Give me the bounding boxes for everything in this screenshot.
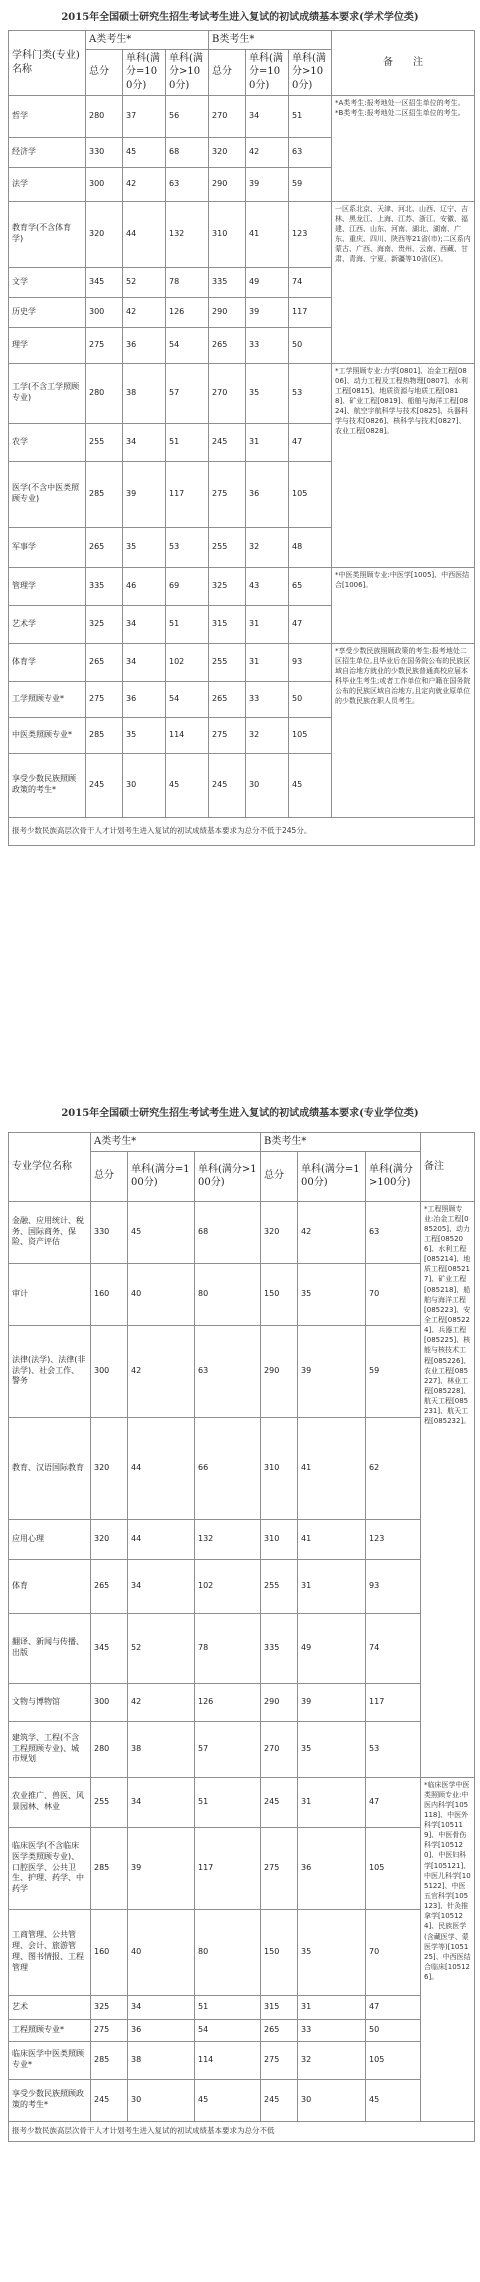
col-header-a-single-100: 单科(满分=100分) [128, 1151, 195, 1201]
col-header-a-total: 总分 [86, 49, 123, 95]
a-single-100: 30 [128, 2079, 195, 2121]
col-header-b-single-gt100: 单科(满分>100分) [366, 1151, 421, 1201]
professional-section [0, 1082, 480, 2282]
a-total: 285 [86, 717, 123, 753]
b-single-gt100: 59 [366, 1325, 421, 1417]
b-single-100: 35 [298, 1909, 366, 1995]
a-total: 280 [86, 363, 123, 423]
a-single-gt100: 68 [195, 1201, 261, 1263]
table-row [9, 1777, 475, 1827]
row-name: 审计 [9, 1263, 91, 1325]
a-total: 265 [86, 643, 123, 681]
academic-footnote: 报考少数民族高层次骨干人才计划考生进入复试的初试成绩基本要求为总分不低于245分。 [9, 817, 475, 845]
b-single-gt100: 59 [289, 167, 332, 201]
row-name: 教育、汉语国际教育 [9, 1417, 91, 1519]
b-single-gt100: 50 [289, 327, 332, 363]
a-single-100: 34 [128, 1559, 195, 1613]
col-header-remarks: 备注 [421, 1133, 475, 1202]
a-total: 275 [86, 327, 123, 363]
remark-region-list: 一区系北京、天津、河北、山西、辽宁、吉林、黑龙江、上海、江苏、浙江、安徽、福建、江西、山东、河南、湖北、湖南、广东、重庆、四川、陕西等21省(市);二区系内蒙古、广西、海南、贵州、云南、西藏、甘肃、青海、宁夏、新疆等10省(区)。 [332, 201, 475, 363]
row-name: 工商管理、公共管理、会计、旅游管理、图书情报、工程管理 [9, 1909, 91, 1995]
a-single-100: 52 [128, 1613, 195, 1683]
table-row [9, 643, 475, 681]
b-single-gt100: 53 [366, 1721, 421, 1777]
b-single-gt100: 47 [366, 1777, 421, 1827]
b-single-gt100: 105 [289, 717, 332, 753]
b-total: 325 [209, 567, 246, 605]
a-total: 285 [91, 1827, 128, 1909]
b-single-gt100: 62 [366, 1417, 421, 1519]
a-single-gt100: 51 [166, 605, 209, 643]
a-single-100: 38 [128, 2041, 195, 2079]
a-single-100: 40 [128, 1909, 195, 1995]
b-single-gt100: 105 [289, 461, 332, 527]
b-total: 245 [209, 753, 246, 817]
b-single-gt100: 47 [289, 423, 332, 461]
a-total: 335 [86, 567, 123, 605]
b-single-100: 31 [298, 1995, 366, 2019]
a-single-100: 42 [123, 297, 166, 327]
col-header-a-single-gt100: 单科(满分>100分) [166, 49, 209, 95]
col-header-a: A类考生* [91, 1133, 261, 1152]
a-single-100: 42 [123, 167, 166, 201]
a-single-gt100: 57 [166, 363, 209, 423]
academic-section [0, 0, 480, 1080]
a-single-gt100: 126 [195, 1683, 261, 1721]
b-single-100: 31 [246, 605, 289, 643]
remark-clinical-tcm-care: *临床医学中医类照顾专业:中医内科学[105118]、中医外科学[105119]、中医骨伤科学[105120]、中医妇科学[105121]、中医儿科学[105122]、中医五官科学[105123]、针灸推拿学[105124]、民族医学(含藏医学、蒙医学等)[105125]、中西医结合临床[105126]。 [421, 1777, 475, 2121]
a-total: 300 [91, 1325, 128, 1417]
b-total: 320 [209, 137, 246, 167]
b-single-100: 31 [246, 423, 289, 461]
b-total: 255 [209, 527, 246, 567]
a-single-100: 44 [123, 201, 166, 267]
a-single-100: 34 [123, 605, 166, 643]
col-header-a-single-gt100: 单科(满分>100分) [195, 1151, 261, 1201]
b-single-gt100: 65 [289, 567, 332, 605]
a-single-100: 37 [123, 95, 166, 137]
table-row [9, 1417, 475, 1519]
row-name: 建筑学、工程(不含工程照顾专业)、城市规划 [9, 1721, 91, 1777]
row-name: 金融、应用统计、税务、国际商务、保险、资产评估 [9, 1201, 91, 1263]
col-header-b-total: 总分 [261, 1151, 298, 1201]
row-name: 体育 [9, 1559, 91, 1613]
b-single-100: 31 [246, 643, 289, 681]
b-single-gt100: 74 [289, 267, 332, 297]
remark-engineering-care: *工学照顾专业:力学[0801]、冶金工程[0806]、动力工程及工程热物理[0807]、水利工程[0815]、地质资源与地质工程[0818]、矿业工程[0819]、船舶与海洋工程[0824]、航空宇航科学与技术[0825]、兵器科学与技术[0826]、核科学与技术[0827]、农业工程[0828]。 [332, 363, 475, 567]
a-single-100: 39 [128, 1827, 195, 1909]
row-name: 法学 [9, 167, 86, 201]
b-single-gt100: 48 [289, 527, 332, 567]
professional-table [8, 1132, 475, 2142]
b-total: 265 [261, 2019, 298, 2041]
a-single-gt100: 132 [195, 1519, 261, 1559]
b-single-100: 49 [298, 1613, 366, 1683]
a-single-gt100: 114 [166, 717, 209, 753]
b-single-gt100: 117 [289, 297, 332, 327]
table-row [9, 1201, 475, 1263]
a-single-gt100: 51 [166, 423, 209, 461]
b-total: 290 [261, 1325, 298, 1417]
a-single-gt100: 63 [195, 1325, 261, 1417]
b-single-gt100: 45 [366, 2079, 421, 2121]
table-row [9, 567, 475, 605]
a-single-100: 38 [128, 1721, 195, 1777]
table-row [9, 2041, 475, 2079]
row-name: 管理学 [9, 567, 86, 605]
a-total: 160 [91, 1909, 128, 1995]
a-total: 325 [91, 1995, 128, 2019]
table-row [9, 1683, 475, 1721]
b-single-gt100: 117 [366, 1683, 421, 1721]
professional-title: 2015年全国硕士研究生招生考试考生进入复试的初试成绩基本要求(专业学位类) [61, 1108, 419, 1119]
b-single-100: 35 [298, 1721, 366, 1777]
a-total: 300 [86, 297, 123, 327]
b-single-100: 39 [246, 167, 289, 201]
b-total: 335 [261, 1613, 298, 1683]
b-single-100: 35 [298, 1263, 366, 1325]
table-row [9, 1613, 475, 1683]
b-single-100: 33 [246, 681, 289, 717]
a-single-gt100: 54 [195, 2019, 261, 2041]
academic-title: 2015年全国硕士研究生招生考试考生进入复试的初试成绩基本要求(学术学位类) [61, 12, 419, 23]
b-single-gt100: 45 [289, 753, 332, 817]
b-single-100: 41 [246, 201, 289, 267]
b-total: 150 [261, 1909, 298, 1995]
a-single-gt100: 45 [166, 753, 209, 817]
remark-tcm-care: *中医类照顾专业:中医学[1005]、中西医结合[1006]。 [332, 567, 475, 643]
a-single-100: 36 [123, 327, 166, 363]
table-row [9, 363, 475, 423]
b-total: 265 [209, 681, 246, 717]
table-row [9, 1325, 475, 1417]
b-single-100: 32 [246, 717, 289, 753]
b-single-gt100: 47 [366, 1995, 421, 2019]
b-single-100: 36 [246, 461, 289, 527]
b-single-100: 30 [246, 753, 289, 817]
row-name: 工程照顾专业* [9, 2019, 91, 2041]
a-single-100: 36 [123, 681, 166, 717]
row-name: 工学照顾专业* [9, 681, 86, 717]
a-single-100: 36 [128, 2019, 195, 2041]
row-name: 应用心理 [9, 1519, 91, 1559]
row-name: 工学(不含工学照顾专业) [9, 363, 86, 423]
b-total: 275 [209, 717, 246, 753]
a-single-100: 42 [128, 1325, 195, 1417]
a-single-100: 44 [128, 1519, 195, 1559]
b-total: 245 [261, 1777, 298, 1827]
a-total: 285 [91, 2041, 128, 2079]
b-total: 245 [261, 2079, 298, 2121]
b-single-gt100: 47 [289, 605, 332, 643]
col-header-b-single-100: 单科(满分=100分) [298, 1151, 366, 1201]
b-single-gt100: 50 [289, 681, 332, 717]
a-single-100: 52 [123, 267, 166, 297]
b-total: 270 [261, 1721, 298, 1777]
b-single-gt100: 50 [366, 2019, 421, 2041]
professional-footnote: 报考少数民族高层次骨干人才计划考生进入复试的初试成绩基本要求为总分不低 [9, 2121, 475, 2141]
a-single-gt100: 117 [195, 1827, 261, 1909]
b-single-100: 32 [246, 527, 289, 567]
a-single-gt100: 66 [195, 1417, 261, 1519]
a-single-gt100: 51 [195, 1777, 261, 1827]
a-total: 300 [91, 1683, 128, 1721]
table-row [9, 1559, 475, 1613]
b-total: 245 [209, 423, 246, 461]
col-header-b-single-100: 单科(满分=100分) [246, 49, 289, 95]
row-name: 中医类照顾专业* [9, 717, 86, 753]
b-single-gt100: 70 [366, 1909, 421, 1995]
a-single-100: 45 [123, 137, 166, 167]
b-total: 290 [261, 1683, 298, 1721]
a-single-gt100: 126 [166, 297, 209, 327]
b-total: 255 [209, 643, 246, 681]
b-single-100: 41 [298, 1417, 366, 1519]
b-total: 310 [261, 1519, 298, 1559]
b-total: 275 [261, 2041, 298, 2079]
b-total: 150 [261, 1263, 298, 1325]
a-single-100: 34 [128, 1995, 195, 2019]
row-name: 经济学 [9, 137, 86, 167]
b-single-100: 41 [298, 1519, 366, 1559]
b-single-100: 42 [298, 1201, 366, 1263]
row-name: 医学(不含中医类照顾专业) [9, 461, 86, 527]
a-single-gt100: 53 [166, 527, 209, 567]
table-row [9, 1827, 475, 1909]
col-header-b-total: 总分 [209, 49, 246, 95]
row-name: 翻译、新闻与传播、出版 [9, 1613, 91, 1683]
a-single-gt100: 102 [166, 643, 209, 681]
row-name: 临床医学(不含临床医学类照顾专业)、口腔医学、公共卫生、护理、药学、中药学 [9, 1827, 91, 1909]
a-single-100: 40 [128, 1263, 195, 1325]
b-single-100: 30 [298, 2079, 366, 2121]
row-name: 体育学 [9, 643, 86, 681]
b-single-100: 39 [298, 1683, 366, 1721]
a-total: 330 [91, 1201, 128, 1263]
a-single-100: 39 [123, 461, 166, 527]
a-single-gt100: 45 [195, 2079, 261, 2121]
a-total: 245 [86, 753, 123, 817]
b-single-100: 34 [246, 95, 289, 137]
b-total: 290 [209, 297, 246, 327]
table-row [9, 1263, 475, 1325]
b-total: 275 [261, 1827, 298, 1909]
a-single-gt100: 78 [195, 1613, 261, 1683]
b-single-gt100: 70 [366, 1263, 421, 1325]
a-total: 275 [91, 2019, 128, 2041]
b-single-100: 31 [298, 1559, 366, 1613]
b-single-100: 32 [298, 2041, 366, 2079]
b-single-gt100: 63 [366, 1201, 421, 1263]
row-name: 享受少数民族照顾政策的考生* [9, 2079, 91, 2121]
a-total: 280 [86, 95, 123, 137]
a-single-100: 34 [128, 1777, 195, 1827]
a-total: 300 [86, 167, 123, 201]
academic-table [8, 30, 475, 846]
col-header-category: 学科门类(专业)名称 [9, 31, 86, 96]
col-header-a-total: 总分 [91, 1151, 128, 1201]
row-name: 享受少数民族照顾政策的考生* [9, 753, 86, 817]
remark-minority-care: *享受少数民族照顾政策的考生:报考地处二区招生单位,且毕业后在国务院公布的民族区域自治地方就业的少数民族普通高校应届本科毕业生考生;或者工作单位和户籍在国务院公布的民族区域自治地方,且定向就业原单位的少数民族在职人员考生。 [332, 643, 475, 817]
b-single-100: 31 [298, 1777, 366, 1827]
b-single-100: 33 [246, 327, 289, 363]
a-single-gt100: 54 [166, 327, 209, 363]
row-name: 历史学 [9, 297, 86, 327]
a-single-100: 46 [123, 567, 166, 605]
b-single-gt100: 53 [289, 363, 332, 423]
table-row [9, 1909, 475, 1995]
a-single-100: 34 [123, 643, 166, 681]
table-row [9, 2019, 475, 2041]
row-name: 法律(法学)、法律(非法学)、社会工作、警务 [9, 1325, 91, 1417]
a-single-100: 35 [123, 527, 166, 567]
a-total: 255 [91, 1777, 128, 1827]
col-header-b-single-gt100: 单科(满分>100分) [289, 49, 332, 95]
b-single-100: 39 [246, 297, 289, 327]
a-single-gt100: 54 [166, 681, 209, 717]
b-single-gt100: 63 [289, 137, 332, 167]
row-name: 教育学(不含体育学) [9, 201, 86, 267]
a-single-gt100: 68 [166, 137, 209, 167]
b-total: 290 [209, 167, 246, 201]
table-row [9, 201, 475, 267]
col-header-a-single-100: 单科(满分=100分) [123, 49, 166, 95]
b-single-gt100: 123 [289, 201, 332, 267]
b-single-gt100: 51 [289, 95, 332, 137]
a-single-100: 42 [128, 1683, 195, 1721]
a-single-gt100: 69 [166, 567, 209, 605]
row-name: 艺术学 [9, 605, 86, 643]
b-total: 320 [261, 1201, 298, 1263]
col-header-a: A类考生* [86, 31, 209, 50]
a-single-gt100: 102 [195, 1559, 261, 1613]
a-total: 345 [86, 267, 123, 297]
b-single-100: 39 [298, 1325, 366, 1417]
a-total: 280 [91, 1721, 128, 1777]
b-total: 255 [261, 1559, 298, 1613]
row-name: 农业推广、兽医、风景园林、林业 [9, 1777, 91, 1827]
a-total: 255 [86, 423, 123, 461]
b-total: 315 [209, 605, 246, 643]
b-single-100: 36 [298, 1827, 366, 1909]
a-single-gt100: 56 [166, 95, 209, 137]
table-row [9, 1995, 475, 2019]
remark-region-def: *A类考生:报考地处一区招生单位的考生。 *B类考生:报考地处二区招生单位的考生。 [332, 95, 475, 201]
b-single-gt100: 105 [366, 1827, 421, 1909]
b-single-100: 43 [246, 567, 289, 605]
a-total: 285 [86, 461, 123, 527]
a-total: 160 [91, 1263, 128, 1325]
a-total: 320 [91, 1417, 128, 1519]
remark-engineering-care: *工程照顾专业:冶金工程[085205]、动力工程[085206]、水利工程[085214]、地质工程[085217]、矿业工程[085218]、船舶与海洋工程[085223]、安全工程[085224]、兵器工程[085225]、核能与核技术工程[085226]、农业工程[085227]、林业工程[085228]、航天工程[085231]、航天工程[085232]。 [421, 1201, 475, 1777]
b-single-gt100: 93 [366, 1559, 421, 1613]
row-name: 艺术 [9, 1995, 91, 2019]
b-single-100: 33 [298, 2019, 366, 2041]
a-single-gt100: 78 [166, 267, 209, 297]
table-row [9, 2079, 475, 2121]
b-single-100: 49 [246, 267, 289, 297]
a-single-100: 44 [128, 1417, 195, 1519]
a-single-100: 35 [123, 717, 166, 753]
b-total: 265 [209, 327, 246, 363]
b-single-gt100: 123 [366, 1519, 421, 1559]
col-header-remarks: 备 注 [332, 31, 475, 96]
col-header-b: B类考生* [261, 1133, 421, 1152]
a-total: 320 [86, 201, 123, 267]
b-single-100: 35 [246, 363, 289, 423]
a-single-gt100: 80 [195, 1263, 261, 1325]
row-name: 临床医学中医类照顾专业* [9, 2041, 91, 2079]
table-row [9, 95, 475, 137]
table-row [9, 1519, 475, 1559]
a-single-100: 34 [123, 423, 166, 461]
a-total: 245 [91, 2079, 128, 2121]
a-total: 330 [86, 137, 123, 167]
b-single-gt100: 93 [289, 643, 332, 681]
a-total: 345 [91, 1613, 128, 1683]
row-name: 理学 [9, 327, 86, 363]
a-single-gt100: 51 [195, 1995, 261, 2019]
a-single-gt100: 57 [195, 1721, 261, 1777]
b-total: 310 [209, 201, 246, 267]
a-single-gt100: 80 [195, 1909, 261, 1995]
b-single-100: 42 [246, 137, 289, 167]
a-single-gt100: 114 [195, 2041, 261, 2079]
b-total: 270 [209, 363, 246, 423]
a-single-100: 45 [128, 1201, 195, 1263]
row-name: 哲学 [9, 95, 86, 137]
a-single-gt100: 63 [166, 167, 209, 201]
table-row [9, 1721, 475, 1777]
a-single-100: 38 [123, 363, 166, 423]
col-header-b: B类考生* [209, 31, 332, 50]
a-total: 275 [86, 681, 123, 717]
b-total: 270 [209, 95, 246, 137]
a-single-100: 30 [123, 753, 166, 817]
b-total: 315 [261, 1995, 298, 2019]
col-header-degree-name: 专业学位名称 [9, 1133, 91, 1202]
a-total: 265 [86, 527, 123, 567]
b-single-gt100: 74 [366, 1613, 421, 1683]
row-name: 军事学 [9, 527, 86, 567]
b-total: 335 [209, 267, 246, 297]
row-name: 文学 [9, 267, 86, 297]
b-single-gt100: 105 [366, 2041, 421, 2079]
b-total: 310 [261, 1417, 298, 1519]
a-total: 320 [91, 1519, 128, 1559]
b-total: 275 [209, 461, 246, 527]
a-single-gt100: 132 [166, 201, 209, 267]
a-single-gt100: 117 [166, 461, 209, 527]
row-name: 文物与博物馆 [9, 1683, 91, 1721]
a-total: 265 [91, 1559, 128, 1613]
row-name: 农学 [9, 423, 86, 461]
a-total: 325 [86, 605, 123, 643]
